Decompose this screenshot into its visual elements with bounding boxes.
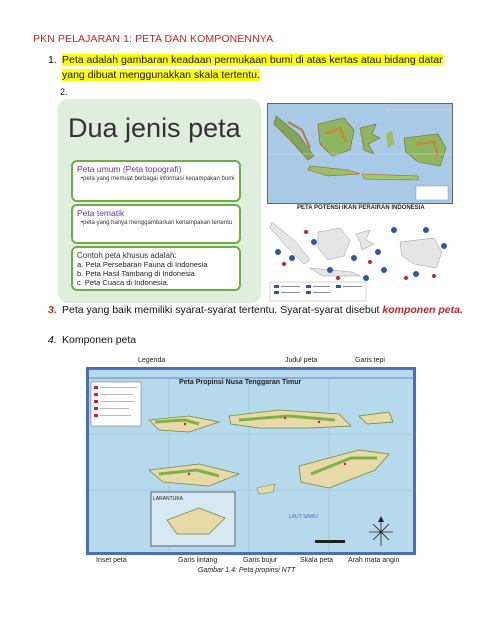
page-title: PKN PELAJARAN 1: PETA DAN KOMPONENNYA (33, 33, 274, 45)
label-latitude: Garis lintang (178, 557, 218, 564)
special-map-heading: Contoh peta khusus adalah: (77, 251, 177, 260)
item-4 (48, 334, 137, 346)
fish-map-title: PETA POTENSI IKAN PERAIRAN INDONESIA (297, 205, 425, 211)
general-map-card (71, 160, 241, 202)
map-components-term: komponen peta. (382, 304, 463, 316)
label-inset: Inset peta (96, 557, 127, 564)
item-number: 1. (48, 54, 57, 66)
general-map-heading: Peta umum (Peta topografi) (77, 164, 182, 174)
fish-potential-map (266, 212, 452, 303)
inset-label: LARANTUKA (153, 496, 184, 502)
thematic-map-heading: Peta tematik (77, 208, 125, 218)
item-number: 3. (48, 304, 57, 316)
item-2-number: 2. (60, 87, 68, 97)
special-map-item: c. Peta Cuaca di Indonesia. (77, 278, 169, 287)
general-map-desc: •peta yang memuat berbagai informasi kenampakan bumi (81, 176, 235, 182)
box-title: Dua jenis peta (68, 113, 241, 143)
map-types-box (58, 99, 261, 303)
requirements-text: Peta yang baik memiliki syarat-syarat tertentu. Syarat-syarat disebut (62, 304, 380, 316)
components-heading: Komponen peta (62, 334, 137, 346)
label-longitude: Garis bujur (243, 557, 278, 564)
figure-caption: Gambar 1.4: Peta propinsi NTT (198, 567, 296, 574)
thematic-map-desc: •peta yang hanya menggambarkan kenampakan tertentu (81, 220, 233, 226)
sea-label: LAUT SAWU (289, 514, 318, 520)
label-map-title: Judul peta (285, 357, 318, 364)
indonesia-map-graphic (268, 104, 452, 203)
item-3 (48, 303, 472, 318)
special-map-card (71, 246, 241, 291)
special-map-item: a. Peta Persebaran Fauna di Indonesia (77, 260, 208, 269)
ntt-map-title: Peta Propinsi Nusa Tenggaran Timur (179, 379, 302, 386)
label-border: Garis tepi (355, 357, 385, 364)
thematic-map-card (71, 204, 241, 244)
label-legend: Legenda (138, 357, 166, 364)
ntt-map-graphic (89, 370, 413, 552)
ntt-province-map (86, 367, 416, 555)
label-scale: Skala peta (300, 557, 334, 564)
label-compass: Arah mata angin (348, 557, 400, 564)
indonesia-topographic-map (267, 103, 453, 204)
special-map-item: b. Peta Hasil Tambang di Indonesia (77, 269, 195, 278)
item-1 (48, 53, 457, 83)
definition-text: Peta adalah gambaran keadaan permukaan bumi di atas kertas atau bidang datar yang dibuat menggunakkan skala tertentu. (62, 54, 443, 81)
item-number: 4. (48, 334, 57, 346)
fish-map-graphic (266, 212, 452, 303)
